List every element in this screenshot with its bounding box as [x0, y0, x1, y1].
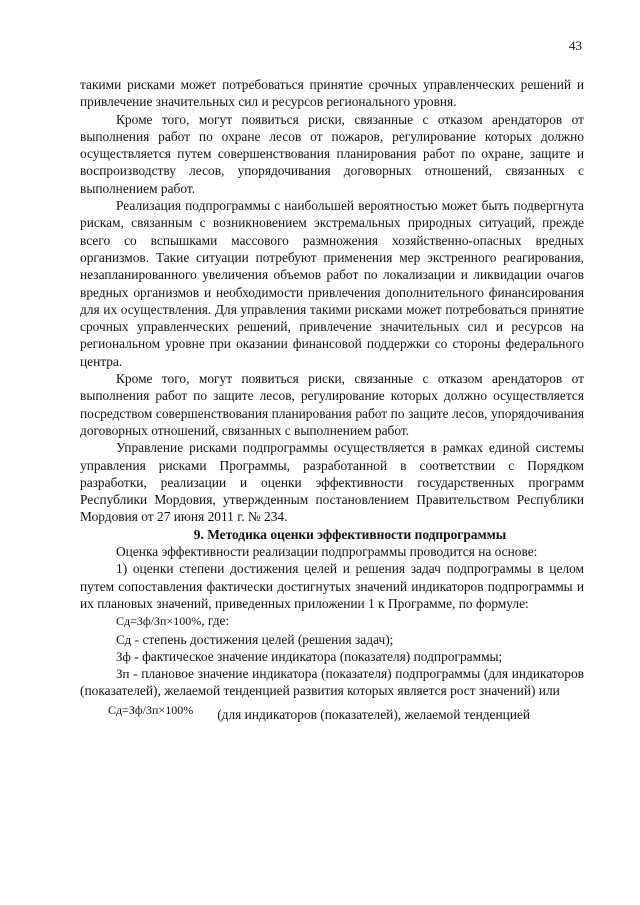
definition-sd-text: - степень достижения целей (решения задач); — [131, 631, 394, 647]
formula-1: Сд=Зф/Зп×100% — [116, 614, 202, 629]
definition-zp — [80, 665, 584, 700]
definition-zp-text: - плановое значение индикатора (показателя) подпрограммы (для индикаторов (показателей), желаемой тенденцией развития которых является рост значений) или — [80, 666, 584, 699]
method-item-1: 1) оценки степени достижения целей и решения задач подпрограммы в целом путем сопоставления фактически достигнутых значений индикаторов подпрограммы и их плановых значений, приведенных приложении 1 к Программе, по формуле: — [80, 561, 584, 611]
document-body — [80, 76, 584, 723]
symbol-sd: Сд — [116, 631, 132, 647]
formula-2: Сд=Зф/Зп×100% — [108, 702, 194, 717]
definition-zf — [80, 648, 584, 665]
page-number: 43 — [569, 38, 582, 53]
section-intro: Оценка эффективности реализации подпрограммы проводится на основе: — [116, 544, 538, 560]
symbol-zf: Зф — [116, 648, 131, 664]
paragraph-1: такими рисками может потребоваться принятие срочных управленческих решений и привлечение значительных сил и ресурсов регионального уровня. — [80, 77, 584, 110]
paragraph-5: Управление рисками подпрограммы осуществляется в рамках единой системы управления рисками Программы, разработанной в соответствии с Порядком разработки, реализации и оценки эффективности государственных программ Республики Мордовия, утвержденным постановлением Правительством Республики Мордовия от 27 июня 2011 г. № 234. — [80, 440, 584, 525]
formula-1-line — [80, 612, 584, 630]
symbol-zp: Зп — [116, 666, 130, 682]
paragraph-4: Кроме того, могут появиться риски, связанные с отказом арендаторов от выполнения работ по защите лесов, регулирование которых должно осуществляется посредством совершенствования планирования работ по защите лесов, упорядочивания договорных отношений, связанных с выполнением работ. — [80, 371, 584, 438]
section-heading: 9. Методика оценки эффективности подпрограммы — [193, 526, 507, 542]
formula-2-line — [80, 702, 584, 723]
definition-zf-text: - фактическое значение индикатора (показателя) подпрограммы; — [130, 648, 503, 664]
paragraph-3: Реализация подпрограммы с наибольшей вероятностью может быть подвергнута рискам, связанным с возникновением экстремальных природных ситуаций, прежде всего со вспышками массового размножения хозяйственно-опасных вредных организмов. Такие ситуации потребуют применения мер экстренного реагирования, незапланированного увеличения объемов работ по локализации и ликвидации очагов вредных организмов и необходимости привлечения дополнительного финансирования для их осуществления. Для управления такими рисками может потребоваться принятие срочных управленческих решений, привлечение значительных сил и ресурсов на региональном уровне при оказании финансовой поддержки со стороны федерального центра. — [80, 198, 584, 369]
formula-1-suffix: , где: — [201, 613, 230, 629]
definition-sd — [80, 631, 584, 648]
formula-2-suffix: (для индикаторов (показателей), желаемой тенденцией — [217, 706, 531, 722]
paragraph-2: Кроме того, могут появиться риски, связанные с отказом арендаторов от выполнения работ по охране лесов от пожаров, регулирование которых должно осуществляется путем совершенствования планирования работ по охране, защите и воспроизводству лесов, упорядочивания договорных отношений, связанных с выполнением работ. — [80, 111, 584, 196]
